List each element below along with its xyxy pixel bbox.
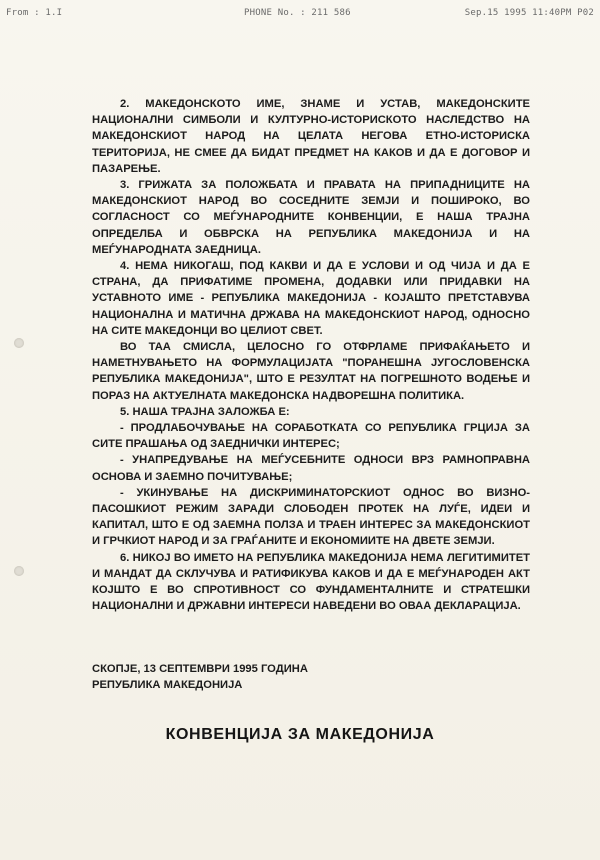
paragraph-5-item-2: - УНАПРЕДУВАЊЕ НА МЕЃУСЕБНИТЕ ОДНОСИ ВРЗ РАМНОПРАВНА ОСНОВА И ЗАЕМНО ПОЧИТУВАЊЕ;	[92, 454, 530, 483]
signatory-organization: КОНВЕНЦИЈА ЗА МАКЕДОНИЈА	[165, 726, 435, 743]
paragraph-4-continued: ВО ТАА СМИСЛА, ЦЕЛОСНО ГО ОТФРЛАМЕ ПРИФАЌАЊЕТО И НАМЕТНУВАЊЕТО НА ФОРМУЛАЦИЈАТА "ПОРАНЕШНА ЈУГОСЛОВЕНСКА РЕПУБЛИКА МАКЕДОНИЈА", ШТО Е РЕЗУЛТАТ НА ПОГРЕШНОТО ВОДЕЊЕ И ПОРАЗ НА АКТУЕЛНАТА МАКЕДОНСКА НАДВОРЕШНА ПОЛИТИКА.	[92, 341, 530, 402]
paragraph-4: 4. НЕМА НИКОГАШ, ПОД КАКВИ И ДА Е УСЛОВИ И ОД ЧИЈА И ДА Е СТРАНА, ДА ПРИФАТИМЕ ПРОМЕНА, ДОДАВКИ ИЛИ ПРИДАВКИ НА УСТАВНОТО ИМЕ - РЕПУБЛИКА МАКЕДОНИЈА - КОЈАШТО ПРЕТСТАВУВА НАЦИОНАЛНА И МАТИЧНА ДРЖАВА НА МАКЕДОНСКИОТ НАРОД, ОДНОСНО НА СИТЕ МАКЕДОНЦИ ВО ЦЕЛИОТ СВЕТ.	[92, 260, 530, 337]
paragraph-6: 6. НИКОЈ ВО ИМЕТО НА РЕПУБЛИКА МАКЕДОНИЈА НЕМА ЛЕГИТИМИТЕТ И МАНДАТ ДА СКЛУЧУВА И РАТИФИКУВА КАКОВ И ДА Е МЕЃУНАРОДЕН АКТ КОЈШТО Е ВО СПРОТИВНОСТ СО ФУНДАМЕНТАЛНИТЕ И СТРАТЕШКИ НАЦИОНАЛНИ И ДРЖАВНИ ИНТЕРЕСИ НАВЕДЕНИ ВО ОВАА ДЕКЛАРАЦИЈА.	[92, 551, 530, 613]
paragraph-2: 2. МАКЕДОНСКОТО ИМЕ, ЗНАМЕ И УСТАВ, МАКЕДОНСКИТЕ НАЦИОНАЛНИ СИМБОЛИ И КУЛТУРНО-ИСТОРИСКОТО НАСЛЕДСТВО НА МАКЕДОНСКИОТ НАРОД НА ЦЕЛАТА НЕГОВА ЕТНО-ИСТОРИСКА ТЕРИТОРИЈА, НЕ СМЕЕ ДА БИДАТ ПРЕДМЕТ НА КАКОВ И ДА Е ДОГОВОР И ПАЗАРЕЊЕ.	[92, 98, 530, 175]
fax-from: From : 1.I	[6, 8, 63, 18]
punch-hole-top	[14, 338, 24, 348]
fax-date-page: Sep.15 1995 11:40PM P02	[464, 8, 594, 18]
country-name: РЕПУБЛИКА МАКЕДОНИЈА	[92, 679, 243, 691]
punch-hole-bottom	[14, 566, 24, 576]
fax-header	[6, 8, 594, 22]
paragraph-5-item-3: - УКИНУВАЊЕ НА ДИСКРИМИНАТОРСКИОТ ОДНОС ВО ВИЗНО-ПАСОШКИОТ РЕЖИМ ЗАРАДИ СЛОБОДЕН ПРОТЕК НА ЛУЃЕ, ИДЕИ И КАПИТАЛ, ШТО Е ОД ЗАЕМНА ПОЛЗА И ТРАЕН ИНТЕРЕС ЗА МАКЕДОНСКИОТ И ГРЧКИОТ НАРОД И ЗА ГРАЃАНИТЕ И ЕКОНОМИИТЕ НА ДВЕТЕ ЗЕМЈИ.	[92, 486, 530, 548]
paragraph-5-heading: 5. НАША ТРАЈНА ЗАЛОЖБА Е:	[120, 405, 290, 418]
paragraph-3: 3. ГРИЖАТА ЗА ПОЛОЖБАТА И ПРАВАТА НА ПРИПАДНИЦИТЕ НА МАКЕДОНСКИОТ НАРОД ВО СОСЕДНИТЕ ЗЕМЈИ И ПОШИРОКО, ВО СОГЛАСНОСТ СО МЕЃУНАРОДНИТЕ КОНВЕНЦИИ, Е НАША ТРАЈНА ОПРЕДЕЛБА И ОБВРСКА НА РЕПУБЛИКА МАКЕДОНИЈА И НА МЕЃУНАРОДНАТА ЗАЕДНИЦА.	[92, 179, 530, 256]
declaration-body	[92, 96, 530, 615]
place-date: СКОПЈЕ, 13 СЕПТЕМВРИ 1995 ГОДИНА	[92, 663, 308, 675]
paragraph-5-item-1: - ПРОДЛАБОЧУВАЊЕ НА СОРАБОТКАТА СО РЕПУБЛИКА ГРЦИЈА ЗА СИТЕ ПРАШАЊА ОД ЗАЕДНИЧКИ ИНТЕРЕС;	[92, 422, 530, 451]
place-date-block	[92, 661, 308, 693]
fax-phone: PHONE No. : 211 586	[244, 8, 351, 18]
